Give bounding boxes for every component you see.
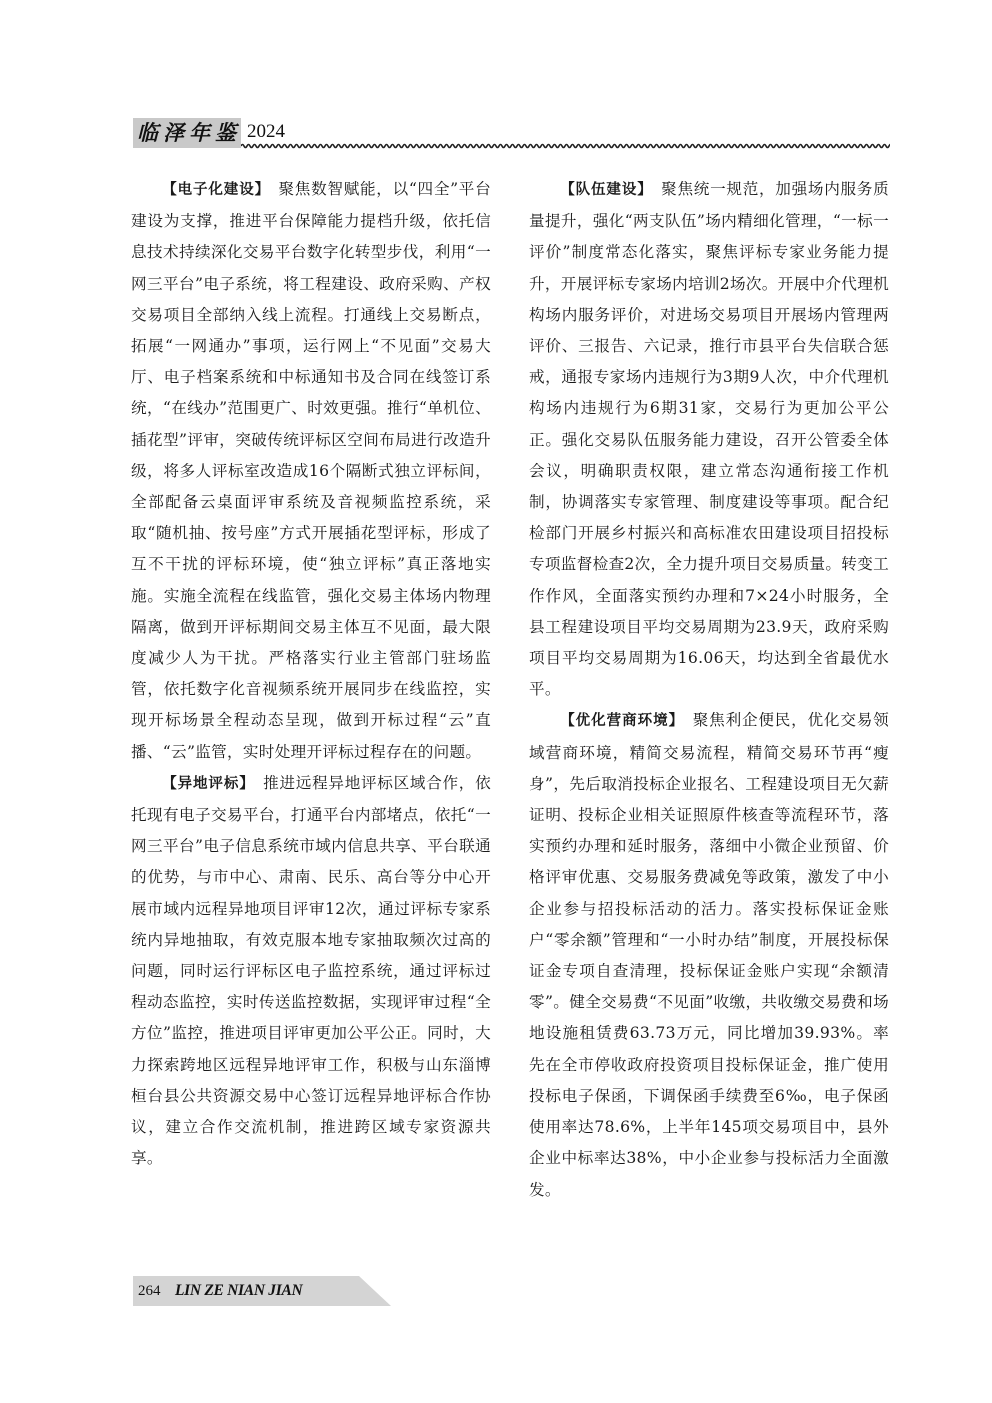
section-title: 【电子化建设】 <box>162 182 270 198</box>
section-body: 推进远程异地评标区域合作，依托现有电子交易平台，打通平台内部堵点，依托“一网三平台”电子信息系统市域内信息共享、平台联通的优势，与市中心、肃南、民乐、高台等分中心开展市域内远程异地项目评审12次，通过评标专家系统内异地抽取，有效克服本地专家抽取频次过高的问题，同时运行评标区电子监控系统，通过评标过程动态监控，实时传送监控数据，实现评审过程“全方位”监控，推进项目评审更加公平公正。同时，大力探索跨地区远程异地评审工作，积极与山东淄博桓台县公共资源交易中心签订远程异地评标合作协议，建立合作交流机制，推进跨区域专家资源共享。 <box>131 773 492 1168</box>
section-body: 聚焦统一规范，加强场内服务质量提升，强化“两支队伍”场内精细化管理，“一标一评价”制度常态化落实，聚焦评标专家业务能力提升，开展评标专家场内培训2场次。开展中介代理机构场内服务评价，对进场交易项目开展场内管理两评价、三报告、六记录，推行市县平台失信联合惩戒，通报专家场内违规行为3期9人次，中介代理机构场内违规行为6期31家，交易行为更加公平公正。强化交易队伍服务能力建设，召开公管委全体会议，明确职责权限，建立常态沟通衔接工作机制，协调落实专家管理、制度建设等事项。配合纪检部门开展乡村振兴和高标准农田建设项目招投标专项监督检查2次，全力提升项目交易质量。转变工作作风，全面落实预约办理和7×24小时服务，全县工程建设项目平均交易周期为23.9天，政府采购项目平均交易周期为16.06天，均达到全省最优水平。 <box>529 180 890 699</box>
header-year: 2024 <box>247 121 285 142</box>
page-footer <box>133 1276 391 1306</box>
section-title: 【异地评标】 <box>162 775 255 792</box>
section-paragraph <box>529 705 889 1205</box>
section-body: 聚焦数智赋能，以“四全”平台建设为支撑，推进平台保障能力提档升级，依托信息技术持续深化交易平台数字化转型步伐，利用“一网三平台”电子系统，将工程建设、政府采购、产权交易项目全部纳入线上流程。打通线上交易断点，拓展“一网通办”事项，运行网上“不见面”交易大厅、电子档案系统和中标通知书及合同在线签订系统，“在线办”范围更广、时效更强。推行“单机位、插花型”评审，突破传统评标区空间布局进行改造升级，将多人评标室改造成16个隔断式独立评标间，全部配备云桌面评审系统及音视频监控系统，采取“随机抽、按号座”方式开展插花型评标，形成了互不干扰的评标环境，使“独立评标”真正落地实施。实施全流程在线监管，强化交易主体场内物理隔离，做到开评标期间交易主体互不见面，最大限度减少人为干扰。严格落实行业主管部门驻场监管，依托数字化音视频系统开展同步在线监控，实现开标场景全程动态呈现，做到开标过程“云”直播、“云”监管，实时处理开评标过程存在的问题。 <box>131 180 491 761</box>
section-paragraph <box>529 174 889 705</box>
section-title: 【优化营商环境】 <box>560 713 685 730</box>
section-body: 聚焦利企便民，优化交易领域营商环境，精简交易流程，精简交易环节再“瘦身”，先后取消投标企业报名、工程建设项目无欠薪证明、投标企业相关证照原件核查等流程环节，落实预约办理和延时服务，落细中小微企业预留、价格评审优惠、交易服务费减免等政策，激发了中小企业参与招投标活动的活力。落实投标保证金账户“零余额”管理和“一小时办结”制度，开展投标保证金专项自查清理，投标保证金账户实现“余额清零”。健全交易费“不见面”收缴，共收缴交易费和场地设施租赁费63.73万元，同比增加39.93%。率先在全市停收政府投资项目投标保证金，推广使用投标电子保函，下调保函手续费至6‰，电子保函使用率达78.6%，上半年145项交易项目中，县外企业中标率达38%，中小企业参与投标活力全面激发。 <box>529 711 890 1199</box>
section-title: 【队伍建设】 <box>560 182 653 198</box>
section-paragraph <box>131 768 491 1175</box>
left-column <box>131 174 491 1175</box>
yearbook-logo: 临泽年鉴 <box>133 118 241 148</box>
page-number: 264 <box>138 1283 161 1299</box>
wavy-rule <box>241 142 890 150</box>
section-paragraph <box>131 174 491 768</box>
right-column <box>529 174 889 1206</box>
page-header <box>133 114 890 156</box>
footer-title: LIN ZE NIAN JIAN <box>175 1282 303 1299</box>
